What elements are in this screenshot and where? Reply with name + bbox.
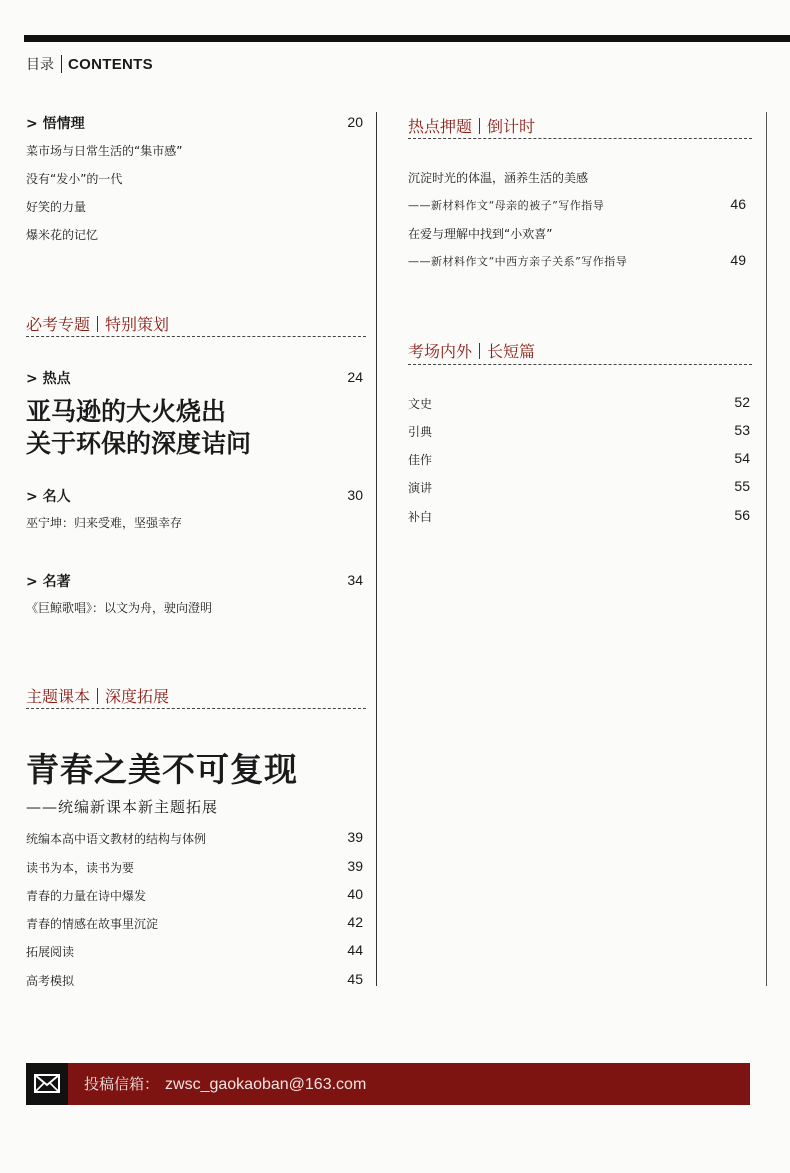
dashed-rule: [408, 364, 752, 365]
section-title: 热点押题: [408, 117, 473, 136]
mingzhu-title[interactable]: > 名著: [26, 574, 71, 590]
mingren-page: 30: [347, 487, 363, 503]
toc-item[interactable]: 高考模拟: [26, 974, 75, 988]
toc-item[interactable]: 演讲: [408, 481, 433, 495]
dashed-rule: [408, 138, 752, 139]
section-bar: [97, 316, 98, 332]
header-divider: [61, 55, 62, 73]
wuqingli-title[interactable]: > 悟情理: [26, 116, 85, 132]
toc-item[interactable]: 沉淀时光的体温，涵养生活的美感: [408, 171, 589, 185]
section-bikao: [26, 312, 169, 335]
mingren-title[interactable]: > 名人: [26, 489, 71, 505]
contents-header: [26, 54, 153, 74]
section-zhuti: [26, 684, 169, 707]
toc-page: 46: [730, 196, 746, 212]
toc-item[interactable]: 没有“发小”的一代: [26, 172, 123, 186]
toc-item[interactable]: 读书为本，读书为要: [26, 861, 135, 875]
toc-page: 53: [734, 422, 750, 438]
section-title: 必考专题: [26, 315, 91, 334]
redian-headline-1[interactable]: 亚马逊的大火烧出: [26, 397, 227, 426]
toc-page: 52: [734, 394, 750, 410]
toc-item-sub: ——新材料作文“母亲的被子”写作指导: [408, 199, 605, 212]
column-divider: [376, 112, 377, 986]
right-border: [766, 112, 767, 986]
section-redianyati: [408, 114, 535, 137]
toc-item-sub: ——新材料作文“中西方亲子关系”写作指导: [408, 255, 628, 268]
toc-item[interactable]: 引典: [408, 425, 433, 439]
toc-item[interactable]: 好笑的力量: [26, 200, 87, 214]
toc-page: 39: [347, 858, 363, 874]
section-subtitle: 深度拓展: [105, 687, 170, 706]
toc-item[interactable]: 文史: [408, 397, 433, 411]
email-address[interactable]: zwsc_gaokaoban@163.com: [165, 1076, 367, 1093]
toc-item[interactable]: 青春的情感在故事里沉淀: [26, 917, 159, 931]
section-kaochang: [408, 339, 535, 362]
submission-email: [84, 1073, 366, 1094]
section-bar: [479, 343, 480, 359]
email-label: 投稿信箱：: [84, 1075, 160, 1093]
toc-page: 49: [730, 252, 746, 268]
qingchun-subtitle: ——统编新课本新主题拓展: [26, 798, 219, 816]
toc-page: 44: [347, 942, 363, 958]
section-subtitle: 特别策划: [105, 315, 170, 334]
wuqingli-page: 20: [347, 114, 363, 130]
toc-page: 55: [734, 478, 750, 494]
section-subtitle: 倒计时: [487, 117, 536, 136]
section-title: 考场内外: [408, 342, 473, 361]
toc-page: 56: [734, 507, 750, 523]
toc-item[interactable]: 在爱与理解中找到“小欢喜”: [408, 227, 553, 241]
section-bar: [479, 118, 480, 134]
toc-item[interactable]: 补白: [408, 510, 433, 524]
redian-page: 24: [347, 369, 363, 385]
section-title: 主题课本: [26, 687, 91, 706]
qingchun-headline[interactable]: 青春之美不可复现: [26, 750, 298, 789]
envelope-icon: [26, 1063, 68, 1105]
toc-item[interactable]: 爆米花的记忆: [26, 228, 99, 242]
toc-item[interactable]: 佳作: [408, 453, 433, 467]
redian-headline-2[interactable]: 关于环保的深度诘问: [26, 429, 252, 458]
toc-page: 42: [347, 914, 363, 930]
header-en: CONTENTS: [68, 55, 153, 73]
dashed-rule: [26, 336, 366, 337]
toc-item[interactable]: 青春的力量在诗中爆发: [26, 889, 147, 903]
mingzhu-page: 34: [347, 572, 363, 588]
section-subtitle: 长短篇: [487, 342, 536, 361]
toc-item[interactable]: 菜市场与日常生活的“集市感”: [26, 144, 183, 158]
toc-page: 54: [734, 450, 750, 466]
toc-page: 45: [347, 971, 363, 987]
top-rule: [24, 35, 790, 42]
toc-item[interactable]: 《巨鲸歌唱》：以文为舟，驶向澄明: [26, 601, 213, 615]
section-bar: [97, 688, 98, 704]
toc-page: 39: [347, 829, 363, 845]
dashed-rule: [26, 708, 366, 709]
toc-item[interactable]: 拓展阅读: [26, 945, 75, 959]
header-cn: 目录: [26, 57, 54, 73]
toc-item[interactable]: 巫宁坤：归来受难，坚强幸存: [26, 516, 183, 530]
toc-item[interactable]: 统编本高中语文教材的结构与体例: [26, 832, 207, 846]
redian-title[interactable]: > 热点: [26, 371, 71, 387]
toc-page: 40: [347, 886, 363, 902]
